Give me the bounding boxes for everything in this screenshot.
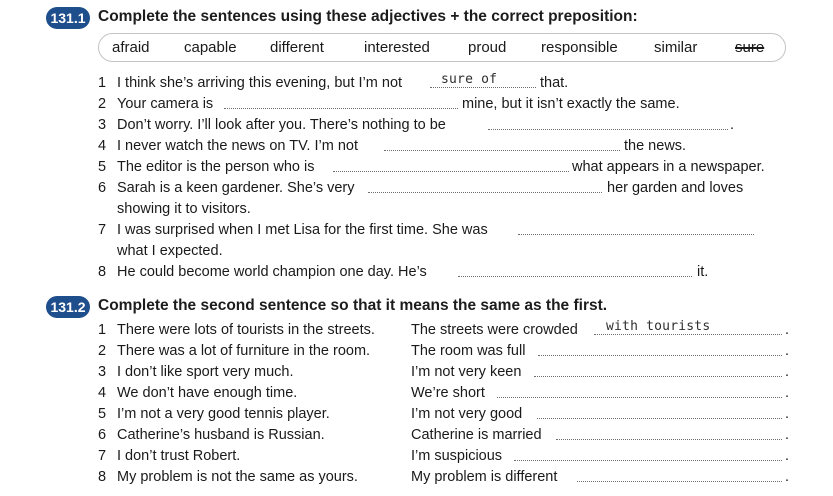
sentence-start: The editor is the person who is bbox=[117, 159, 315, 175]
first-sentence: I’m not a very good tennis player. bbox=[117, 406, 330, 422]
exercise-item bbox=[0, 467, 833, 487]
first-sentence: There were lots of tourists in the streets. bbox=[117, 322, 375, 338]
exercise-instruction: Complete the sentences using these adjectives + the correct preposition: bbox=[98, 8, 638, 25]
end-mark: . bbox=[785, 385, 790, 401]
exercise-item bbox=[0, 404, 833, 424]
second-sentence-start: I’m not very keen bbox=[411, 364, 522, 380]
sentence-start: I was surprised when I met Lisa for the first time. She was bbox=[117, 222, 488, 238]
end-mark: . bbox=[785, 427, 790, 443]
item-number: 6 bbox=[98, 180, 107, 196]
exercise-item bbox=[0, 73, 833, 93]
item-number: 5 bbox=[98, 159, 107, 175]
end-mark: . bbox=[785, 448, 790, 464]
sentence-continuation-text: what I expected. bbox=[117, 243, 223, 259]
item-number: 3 bbox=[98, 117, 107, 133]
first-sentence: There was a lot of furniture in the room. bbox=[117, 343, 371, 359]
sentence-start: Your camera is bbox=[117, 96, 214, 112]
word-option: proud bbox=[468, 39, 507, 56]
exercise-item bbox=[0, 157, 833, 177]
word-option: capable bbox=[184, 39, 237, 56]
word-option: similar bbox=[654, 39, 698, 56]
exercise-item bbox=[0, 362, 833, 382]
answer-blank[interactable] bbox=[556, 425, 782, 440]
exercise-item bbox=[0, 178, 833, 198]
answer-blank[interactable] bbox=[537, 404, 782, 419]
answer-blank[interactable] bbox=[518, 220, 754, 235]
second-sentence-start: Catherine is married bbox=[411, 427, 542, 443]
item-number: 8 bbox=[98, 469, 107, 485]
first-sentence: Catherine’s husband is Russian. bbox=[117, 427, 325, 443]
sentence-continuation bbox=[0, 241, 833, 261]
item-number: 7 bbox=[98, 448, 107, 464]
sentence-start: Don’t worry. I’ll look after you. There’s nothing to be bbox=[117, 117, 446, 133]
item-number: 4 bbox=[98, 138, 107, 154]
answer-blank[interactable] bbox=[368, 178, 602, 193]
answer-blank[interactable] bbox=[577, 467, 782, 482]
item-number: 3 bbox=[98, 364, 107, 380]
answer-blank[interactable] bbox=[497, 383, 782, 398]
end-mark: . bbox=[785, 469, 790, 485]
answer-blank[interactable] bbox=[458, 262, 692, 277]
answer-blank[interactable] bbox=[514, 446, 782, 461]
word-option: interested bbox=[364, 39, 430, 56]
second-sentence-start: I’m suspicious bbox=[411, 448, 503, 464]
second-sentence-start: The room was full bbox=[411, 343, 526, 359]
answer-blank[interactable] bbox=[333, 157, 569, 172]
answer-blank[interactable] bbox=[534, 362, 782, 377]
end-mark: . bbox=[785, 322, 790, 338]
second-sentence-start: The streets were crowded bbox=[411, 322, 578, 338]
answer-blank[interactable] bbox=[538, 341, 782, 356]
sentence-end: what appears in a newspaper. bbox=[572, 159, 765, 175]
sentence-continuation bbox=[0, 199, 833, 219]
exercise-number-badge: 131.1 bbox=[46, 7, 90, 29]
end-mark: . bbox=[785, 343, 790, 359]
sentence-end: that. bbox=[540, 75, 569, 91]
answer-blank[interactable] bbox=[488, 115, 728, 130]
item-number: 4 bbox=[98, 385, 107, 401]
word-option: afraid bbox=[112, 39, 150, 56]
sentence-end: the news. bbox=[624, 138, 687, 154]
exercise-instruction: Complete the second sentence so that it means the same as the first. bbox=[98, 297, 608, 314]
exercise-item bbox=[0, 220, 833, 240]
item-number: 7 bbox=[98, 222, 107, 238]
word-box bbox=[98, 33, 786, 62]
sentence-end: it. bbox=[697, 264, 709, 280]
answer-blank[interactable] bbox=[384, 136, 620, 151]
second-sentence-start: We’re short bbox=[411, 385, 485, 401]
first-sentence: I don’t like sport very much. bbox=[117, 364, 294, 380]
second-sentence-start: I’m not very good bbox=[411, 406, 523, 422]
sentence-end: . bbox=[730, 117, 735, 133]
exercise-item bbox=[0, 341, 833, 361]
first-sentence: My problem is not the same as yours. bbox=[117, 469, 358, 485]
exercise-item bbox=[0, 425, 833, 445]
word-option: responsible bbox=[541, 39, 618, 56]
sentence-end: her garden and loves bbox=[607, 180, 744, 196]
sentence-start: I never watch the news on TV. I’m not bbox=[117, 138, 358, 154]
item-number: 8 bbox=[98, 264, 107, 280]
exercise-item bbox=[0, 446, 833, 466]
sentence-end: mine, but it isn’t exactly the same. bbox=[462, 96, 680, 112]
exercise-item bbox=[0, 383, 833, 403]
item-number: 5 bbox=[98, 406, 107, 422]
end-mark: . bbox=[785, 406, 790, 422]
item-number: 2 bbox=[98, 343, 107, 359]
handwritten-answer: sure of bbox=[441, 72, 498, 87]
word-option: different bbox=[270, 39, 324, 56]
exercise-item bbox=[0, 262, 833, 282]
sentence-start: He could become world champion one day. He’s bbox=[117, 264, 427, 280]
sentence-continuation-text: showing it to visitors. bbox=[117, 201, 251, 217]
end-mark: . bbox=[785, 364, 790, 380]
item-number: 2 bbox=[98, 96, 107, 112]
exercise-item bbox=[0, 136, 833, 156]
exercise-number-badge: 131.2 bbox=[46, 296, 90, 318]
first-sentence: We don’t have enough time. bbox=[117, 385, 298, 401]
answer-blank[interactable] bbox=[224, 94, 458, 109]
exercise-item bbox=[0, 94, 833, 114]
first-sentence: I don’t trust Robert. bbox=[117, 448, 241, 464]
item-number: 1 bbox=[98, 322, 107, 338]
item-number: 6 bbox=[98, 427, 107, 443]
exercise-item bbox=[0, 320, 833, 340]
sentence-start: Sarah is a keen gardener. She’s very bbox=[117, 180, 355, 196]
word-option-used: sure bbox=[735, 39, 765, 56]
sentence-start: I think she’s arriving this evening, but I’m not bbox=[117, 75, 403, 91]
second-sentence-start: My problem is different bbox=[411, 469, 558, 485]
item-number: 1 bbox=[98, 75, 107, 91]
exercise-item bbox=[0, 115, 833, 135]
handwritten-answer: with tourists bbox=[606, 319, 711, 334]
